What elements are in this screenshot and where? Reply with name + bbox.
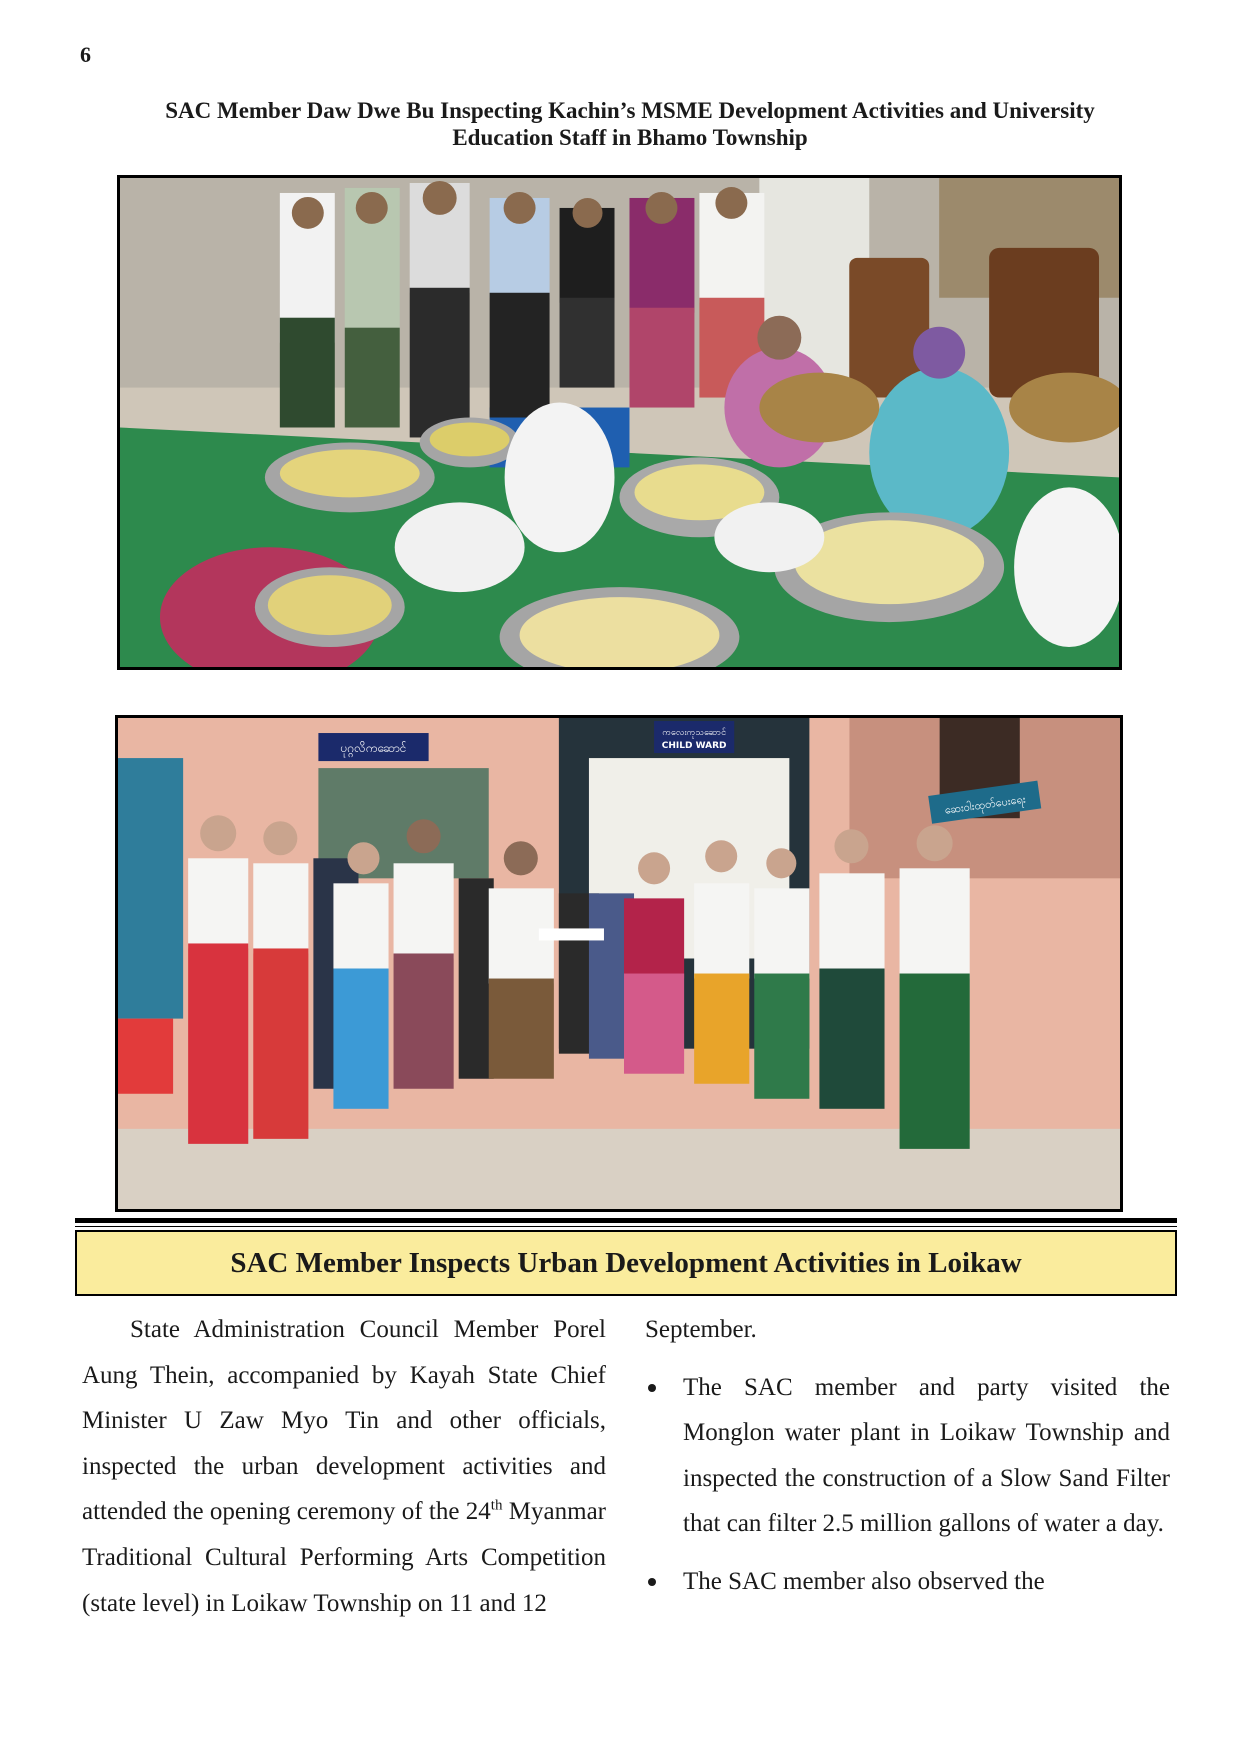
story-title: [100, 97, 1160, 151]
standing-officials: [280, 181, 765, 437]
article-heading: SAC Member Inspects Urban Development Activities in Loikaw: [230, 1246, 1022, 1279]
bullet-item: The SAC member and party visited the Monglon water plant in Loikaw Township and inspected the construction of a Slow Sand Filter that can filter 2.5 million gallons of water a day.: [645, 1365, 1170, 1547]
article-column-right: [645, 1307, 1170, 1617]
child-ward-sign-en: CHILD WARD: [661, 741, 727, 752]
story-title-line-1: SAC Member Daw Dwe Bu Inspecting Kachin’s MSME Development Activities and University: [165, 98, 1095, 123]
photo-child-ward-ceremony: [115, 715, 1123, 1212]
ordinal-suffix: th: [490, 1498, 503, 1515]
article-paragraph-1: [82, 1307, 606, 1626]
photo-fruit-processing-illustration: [120, 178, 1119, 667]
photo-sign-top: [318, 733, 428, 761]
paragraph-1-end: September.: [645, 1316, 757, 1343]
section-divider-thin: [75, 1226, 1177, 1227]
photo-child-ward-ceremony-illustration: [118, 718, 1120, 1209]
story-title-line-2: Education Staff in Bhamo Township: [452, 125, 808, 150]
child-ward-sign-mm: ကလေးကုသဆောင်: [662, 728, 727, 739]
side-sign-text: ဆေးဝါးထုတ်ပေးရေး: [943, 792, 1027, 817]
page-number: 6: [80, 42, 91, 67]
paragraph-1-text: State Administration Council Member Porel Aung Thein, accompanied by Kayah State Chief Minister U Zaw Myo Tin and other officials, inspected the urban development activities and attended the opening ceremony of the 24: [82, 1316, 606, 1526]
photo-fruit-processing: [117, 175, 1122, 670]
article-heading-box: [75, 1230, 1177, 1296]
article-column-left: [82, 1307, 606, 1626]
bullet-item: The SAC member also observed the: [645, 1559, 1170, 1605]
photo-sign-child-ward: [654, 721, 734, 753]
paragraph-1-text-continued: Myanmar Traditional Cultural Performing Arts Competition (state level) in Loikaw Township on 11 and 12: [82, 1498, 606, 1617]
bullet-list: [645, 1365, 1170, 1605]
section-divider: [75, 1218, 1177, 1223]
top-sign-text: ပုဂ္ဂလိကဆောင်: [340, 741, 407, 756]
